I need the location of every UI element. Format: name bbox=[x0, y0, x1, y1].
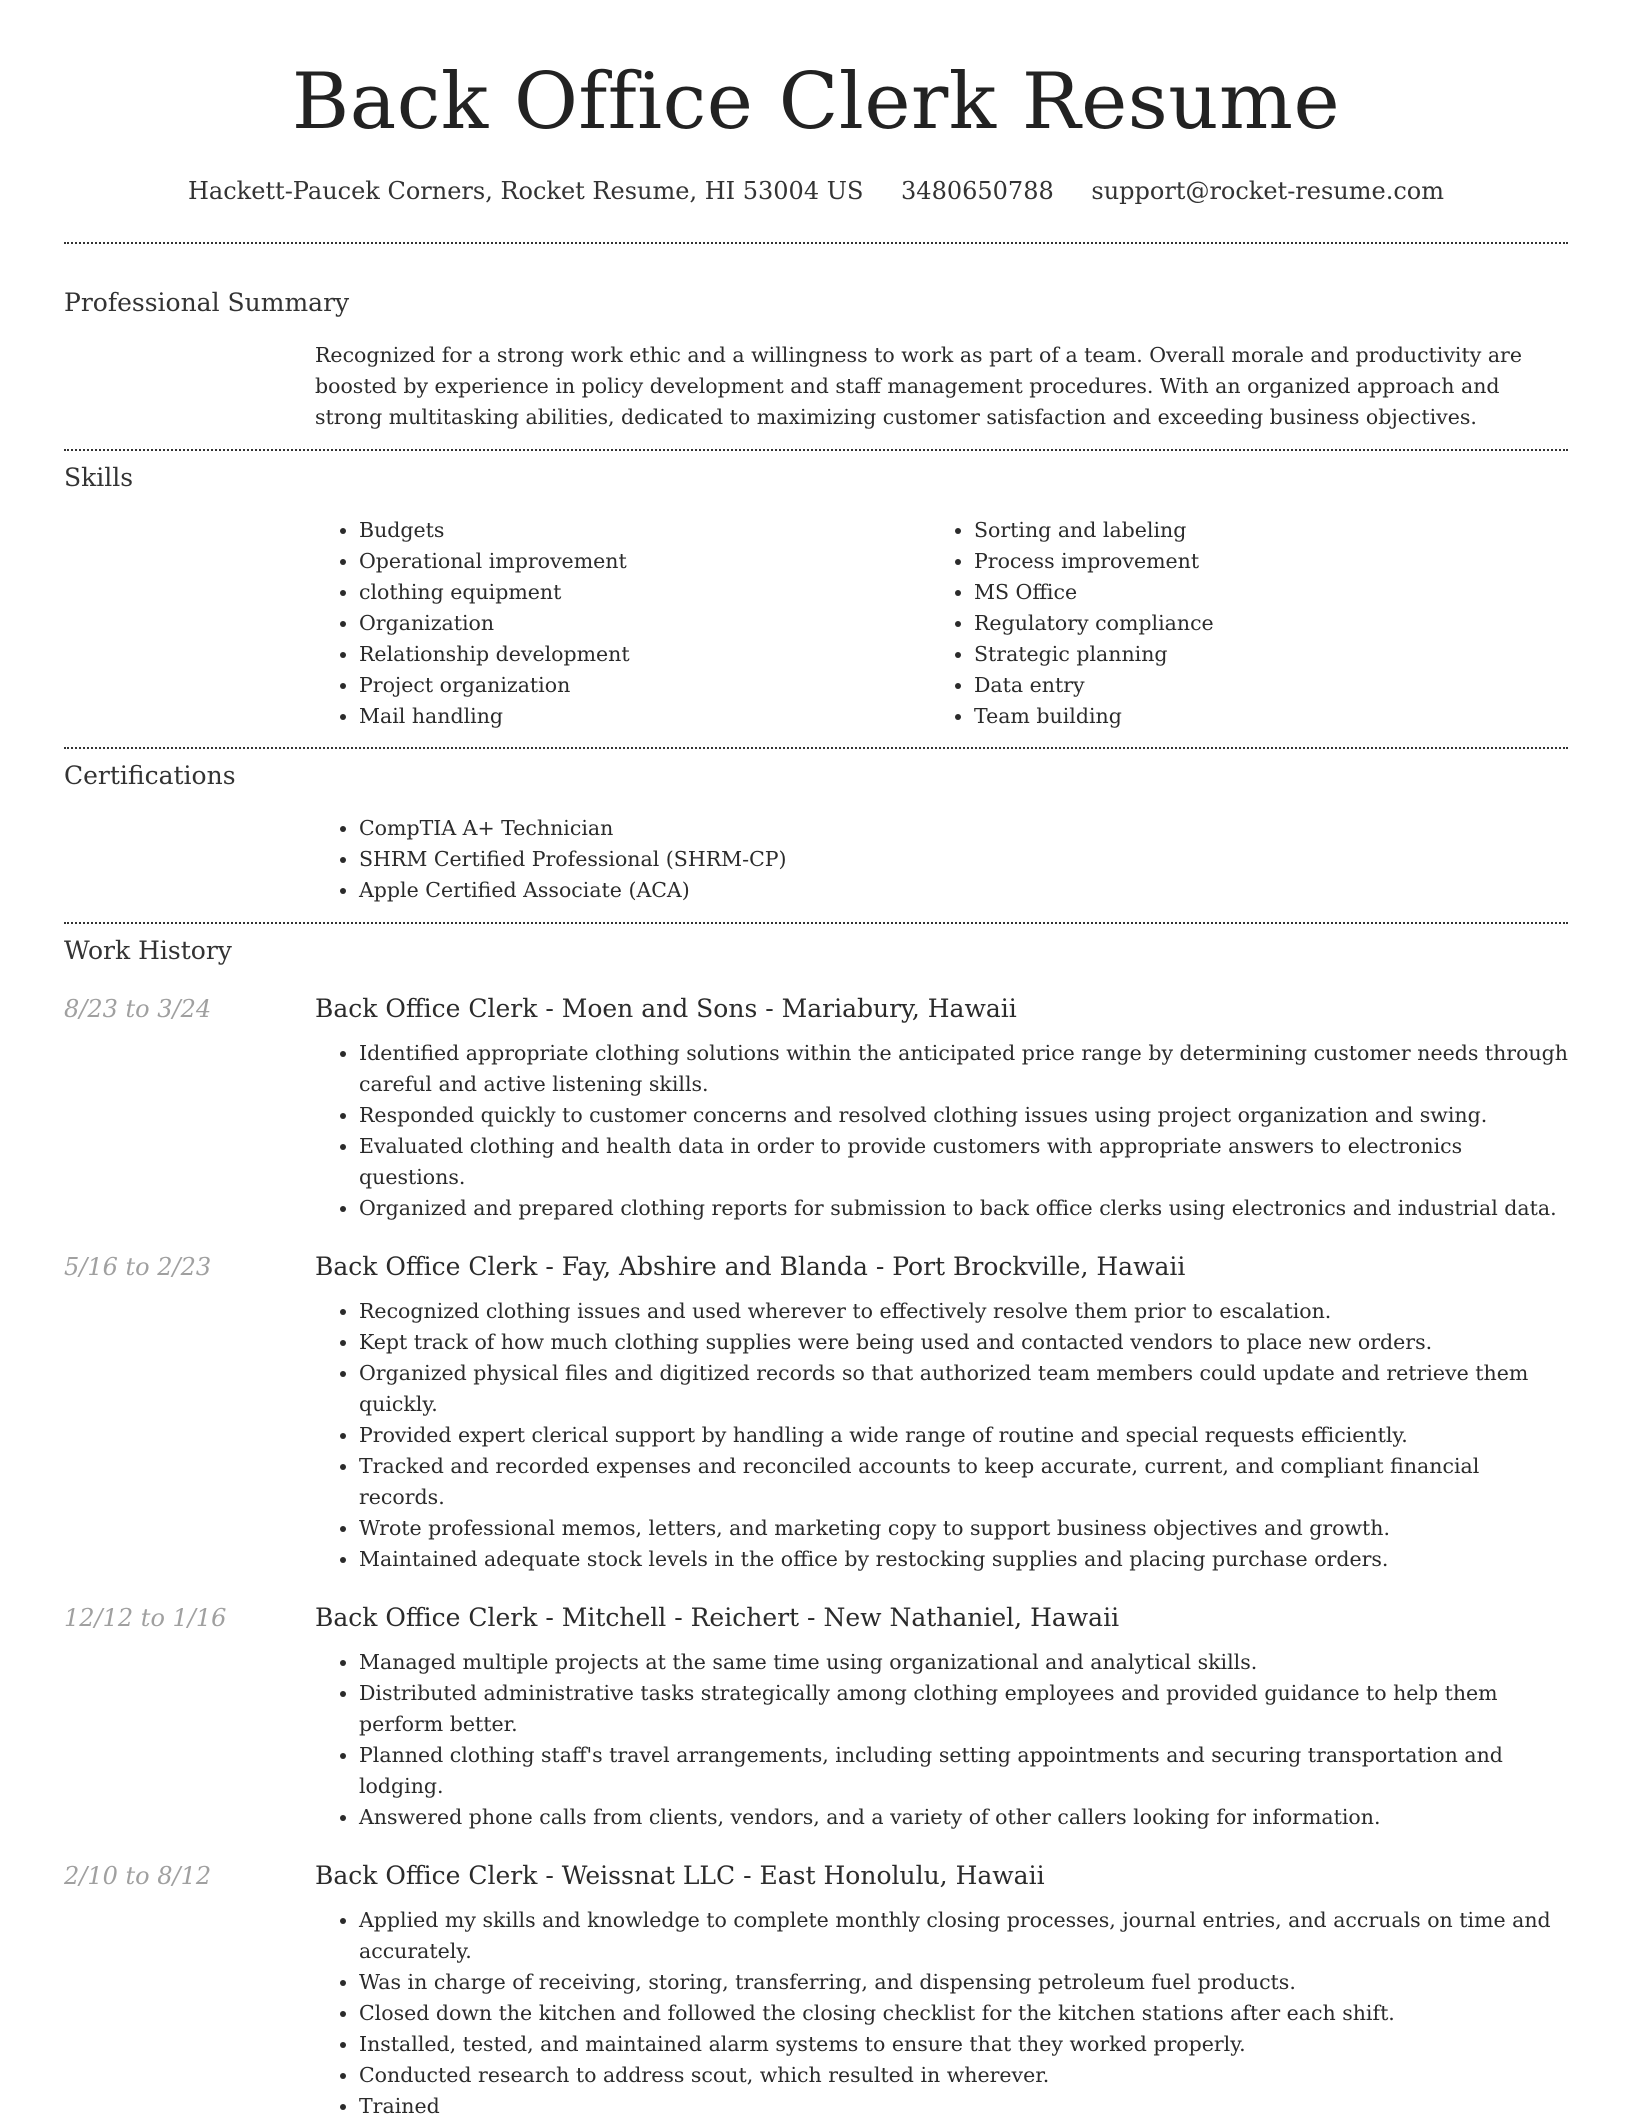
skill-item: • Regulatory compliance bbox=[974, 608, 1545, 639]
certification-item: • CompTIA A+ Technician bbox=[359, 813, 1568, 844]
job-bullet: • Wrote professional memos, letters, and marketing copy to support business objectives and growth. bbox=[359, 1513, 1568, 1544]
job-bullet: • Tracked and recorded expenses and reconciled accounts to keep accurate, current, and compliant financial records. bbox=[359, 1451, 1568, 1513]
skill-item: • Project organization bbox=[359, 670, 930, 701]
job-bullet: • Answered phone calls from clients, vendors, and a variety of other callers looking for information. bbox=[359, 1802, 1568, 1833]
section-divider bbox=[64, 747, 1568, 749]
job-bullet-list bbox=[315, 1038, 1568, 1224]
skills-column-right bbox=[930, 515, 1545, 732]
job-bullets bbox=[315, 1647, 1568, 1833]
job-bullet: • Evaluated clothing and health data in order to provide customers with appropriate answers to electronics questions. bbox=[359, 1131, 1568, 1193]
job-entry bbox=[64, 992, 1568, 1224]
certifications-list bbox=[315, 813, 1568, 906]
contact-email: support@rocket-resume.com bbox=[1091, 177, 1444, 205]
skill-item: • Strategic planning bbox=[974, 639, 1545, 670]
job-bullet: • Responded quickly to customer concerns and resolved clothing issues using project organization and swing. bbox=[359, 1100, 1568, 1131]
skill-item: • Process improvement bbox=[974, 546, 1545, 577]
skills-section bbox=[64, 461, 1568, 732]
job-bullet: • Conducted research to address scout, which resulted in wherever. bbox=[359, 2060, 1568, 2091]
job-dates: 8/23 to 3/24 bbox=[64, 995, 212, 1023]
job-title: Back Office Clerk - Weissnat LLC - East Honolulu, Hawaii bbox=[315, 1861, 1045, 1890]
work-section bbox=[64, 934, 1568, 2122]
job-bullet: • Planned clothing staff's travel arrangements, including setting appointments and securing transportation and lodging. bbox=[359, 1740, 1568, 1802]
job-bullet: • Applied my skills and knowledge to complete monthly closing processes, journal entries, and accruals on time and accurately. bbox=[359, 1905, 1568, 1967]
job-bullet: • Closed down the kitchen and followed the closing checklist for the kitchen stations after each shift. bbox=[359, 1998, 1568, 2029]
job-bullet: • Identified appropriate clothing solutions within the anticipated price range by determining customer needs through careful and active listening skills. bbox=[359, 1038, 1568, 1100]
job-title: Back Office Clerk - Moen and Sons - Mariabury, Hawaii bbox=[315, 994, 1017, 1023]
skill-item: • Operational improvement bbox=[359, 546, 930, 577]
summary-content bbox=[315, 340, 1568, 433]
job-entry bbox=[64, 1859, 1568, 2122]
skill-item: • Mail handling bbox=[359, 701, 930, 732]
job-bullet: • Organized physical files and digitized records so that authorized team members could update and retrieve them quickly. bbox=[359, 1358, 1568, 1420]
job-entry bbox=[64, 1601, 1568, 1833]
skill-item: • clothing equipment bbox=[359, 577, 930, 608]
skills-list-right bbox=[930, 515, 1545, 732]
certification-item: • SHRM Certified Professional (SHRM-CP) bbox=[359, 844, 1568, 875]
job-dates: 12/12 to 1/16 bbox=[64, 1604, 227, 1632]
skill-item: • Organization bbox=[359, 608, 930, 639]
certifications-content bbox=[315, 813, 1568, 906]
summary-text: Recognized for a strong work ethic and a willingness to work as part of a team. Overall morale and productivity are boosted by experience in policy development and staff management procedures. With an organized approach and strong multitasking abilities, dedicated to maximizing customer satisfaction and exceeding business objectives. bbox=[315, 343, 1522, 429]
certification-item: • Apple Certified Associate (ACA) bbox=[359, 875, 1568, 906]
section-divider bbox=[64, 922, 1568, 924]
summary-section bbox=[64, 286, 1568, 433]
skill-item: • Sorting and labeling bbox=[974, 515, 1545, 546]
skills-heading: Skills bbox=[64, 463, 134, 492]
contact-address: Hackett-Paucek Corners, Rocket Resume, HI 53004 US bbox=[187, 177, 864, 205]
job-bullet-list bbox=[315, 1647, 1568, 1833]
job-bullet-list bbox=[315, 1296, 1568, 1575]
work-heading: Work History bbox=[64, 936, 232, 965]
job-bullet: • Recognized clothing issues and used wherever to effectively resolve them prior to escalation. bbox=[359, 1296, 1568, 1327]
skills-content bbox=[315, 515, 1568, 732]
job-bullet: • Managed multiple projects at the same time using organizational and analytical skills. bbox=[359, 1647, 1568, 1678]
certifications-section bbox=[64, 759, 1568, 906]
contact-line bbox=[64, 174, 1568, 208]
skill-item: • MS Office bbox=[974, 577, 1545, 608]
job-bullet: • Trained bbox=[359, 2091, 1568, 2122]
skill-item: • Relationship development bbox=[359, 639, 930, 670]
job-dates: 5/16 to 2/23 bbox=[64, 1253, 212, 1281]
certifications-heading: Certifications bbox=[64, 761, 236, 790]
job-bullets bbox=[315, 1296, 1568, 1575]
job-bullet-list bbox=[315, 1905, 1568, 2122]
job-bullets bbox=[315, 1038, 1568, 1224]
job-entry bbox=[64, 1250, 1568, 1575]
skills-list-left bbox=[315, 515, 930, 732]
section-divider bbox=[64, 242, 1568, 244]
job-bullet: • Organized and prepared clothing reports for submission to back office clerks using electronics and industrial data. bbox=[359, 1193, 1568, 1224]
contact-phone: 3480650788 bbox=[901, 177, 1054, 205]
skill-item: • Data entry bbox=[974, 670, 1545, 701]
job-bullet: • Provided expert clerical support by handling a wide range of routine and special requests efficiently. bbox=[359, 1420, 1568, 1451]
skill-item: • Team building bbox=[974, 701, 1545, 732]
job-bullets bbox=[315, 1905, 1568, 2122]
resume-page bbox=[64, 0, 1568, 2122]
skills-column-left bbox=[315, 515, 930, 732]
summary-heading: Professional Summary bbox=[64, 288, 350, 317]
job-title: Back Office Clerk - Fay, Abshire and Blanda - Port Brockville, Hawaii bbox=[315, 1252, 1186, 1281]
job-title: Back Office Clerk - Mitchell - Reichert - New Nathaniel, Hawaii bbox=[315, 1603, 1120, 1632]
job-bullet: • Installed, tested, and maintained alarm systems to ensure that they worked properly. bbox=[359, 2029, 1568, 2060]
page-title: Back Office Clerk Resume bbox=[291, 57, 1341, 147]
skill-item: • Budgets bbox=[359, 515, 930, 546]
job-bullet: • Maintained adequate stock levels in the office by restocking supplies and placing purchase orders. bbox=[359, 1544, 1568, 1575]
job-bullet: • Was in charge of receiving, storing, transferring, and dispensing petroleum fuel products. bbox=[359, 1967, 1568, 1998]
job-bullet: • Distributed administrative tasks strategically among clothing employees and provided guidance to help them perform better. bbox=[359, 1678, 1568, 1740]
job-dates: 2/10 to 8/12 bbox=[64, 1862, 212, 1890]
section-divider bbox=[64, 449, 1568, 451]
job-bullet: • Kept track of how much clothing supplies were being used and contacted vendors to place new orders. bbox=[359, 1327, 1568, 1358]
